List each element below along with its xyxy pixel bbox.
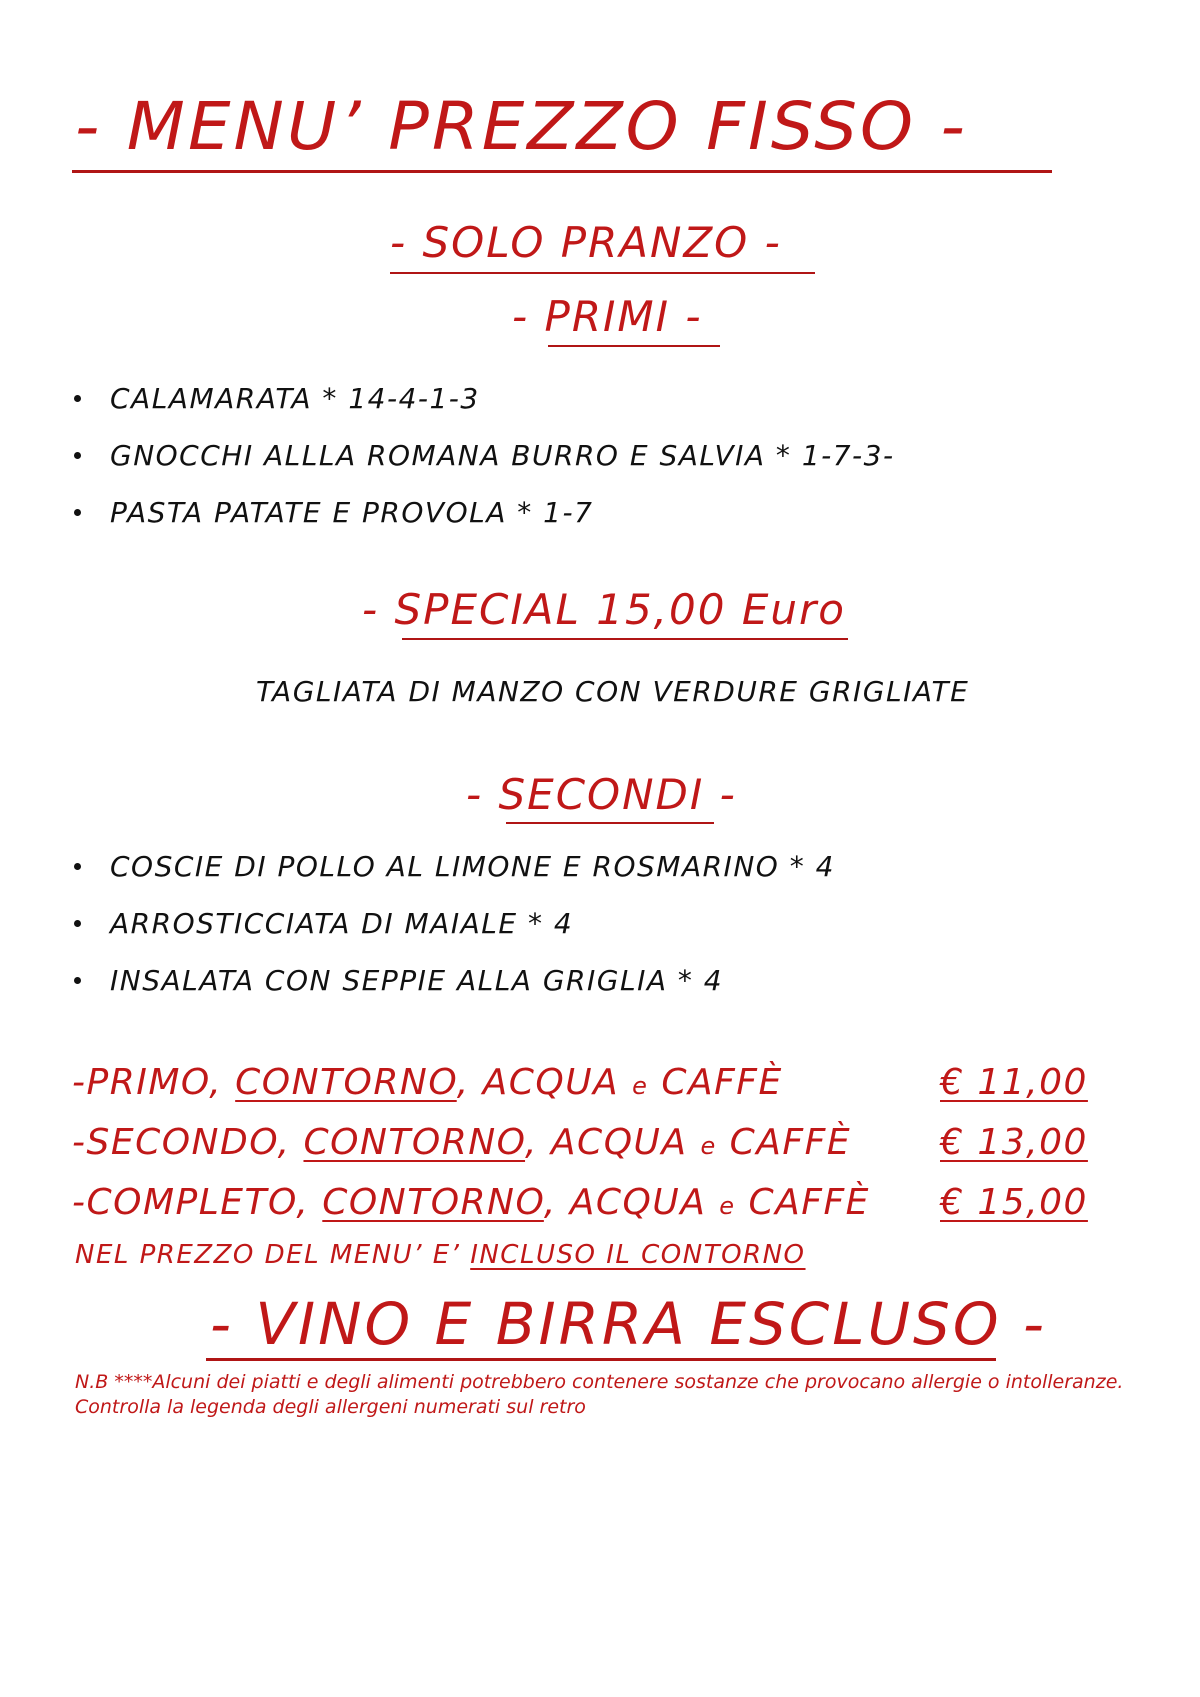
special-underline: [402, 638, 848, 640]
footnote-line-2: Controlla la legenda degli allergeni numerati sul retro: [75, 1396, 586, 1418]
primi-list: [72, 370, 895, 541]
bullet-icon: [74, 977, 81, 984]
footnote-line-1: N.B ****Alcuni dei piatti e degli alimenti potrebbero contenere sostanze che provocano allergie o intolleranze.: [75, 1371, 1124, 1393]
price-secondo: € 13,00: [940, 1122, 1088, 1163]
lunch-only-heading: - SOLO PRANZO -: [390, 218, 782, 267]
secondi-underline: [506, 822, 714, 824]
included-contorno-note: NEL PREZZO DEL MENU’ E’ INCLUSO IL CONTORNO: [75, 1240, 806, 1270]
allergen-footnote: [75, 1370, 1123, 1420]
price-primo: € 11,00: [940, 1062, 1088, 1103]
lunch-only-underline: [390, 272, 815, 274]
price-row-primo: -PRIMO, CONTORNO, ACQUA e CAFFÈ: [72, 1062, 783, 1103]
list-item: ARROSTICCIATA DI MAIALE * 4: [72, 895, 835, 952]
list-item: PASTA PATATE E PROVOLA * 1-7: [72, 484, 895, 541]
primi-underline: [548, 345, 720, 347]
wine-beer-underline: [206, 1358, 996, 1361]
bullet-icon: [74, 395, 81, 402]
list-item: GNOCCHI ALLLA ROMANA BURRO E SALVIA * 1-7-3-: [72, 427, 895, 484]
primi-heading: - PRIMI -: [512, 292, 703, 341]
list-item: INSALATA CON SEPPIE ALLA GRIGLIA * 4: [72, 952, 835, 1009]
secondi-list: [72, 838, 835, 1009]
secondi-heading: - SECONDI -: [466, 770, 737, 819]
price-row-secondo: -SECONDO, CONTORNO, ACQUA e CAFFÈ: [72, 1122, 852, 1163]
bullet-icon: [74, 863, 81, 870]
bullet-icon: [74, 509, 81, 516]
bullet-icon: [74, 920, 81, 927]
price-row-completo: -COMPLETO, CONTORNO, ACQUA e CAFFÈ: [72, 1182, 870, 1223]
bullet-icon: [74, 452, 81, 459]
list-item: CALAMARATA * 14-4-1-3: [72, 370, 895, 427]
special-heading: - SPECIAL 15,00 Euro: [362, 585, 846, 634]
list-item: COSCIE DI POLLO AL LIMONE E ROSMARINO * 4: [72, 838, 835, 895]
special-description: TAGLIATA DI MANZO CON VERDURE GRIGLIATE: [256, 675, 970, 708]
menu-title: - MENU’ PREZZO FISSO -: [75, 88, 968, 165]
price-completo: € 15,00: [940, 1182, 1088, 1223]
wine-beer-excluded-heading: - VINO E BIRRA ESCLUSO -: [210, 1290, 1047, 1358]
title-underline: [72, 170, 1052, 173]
